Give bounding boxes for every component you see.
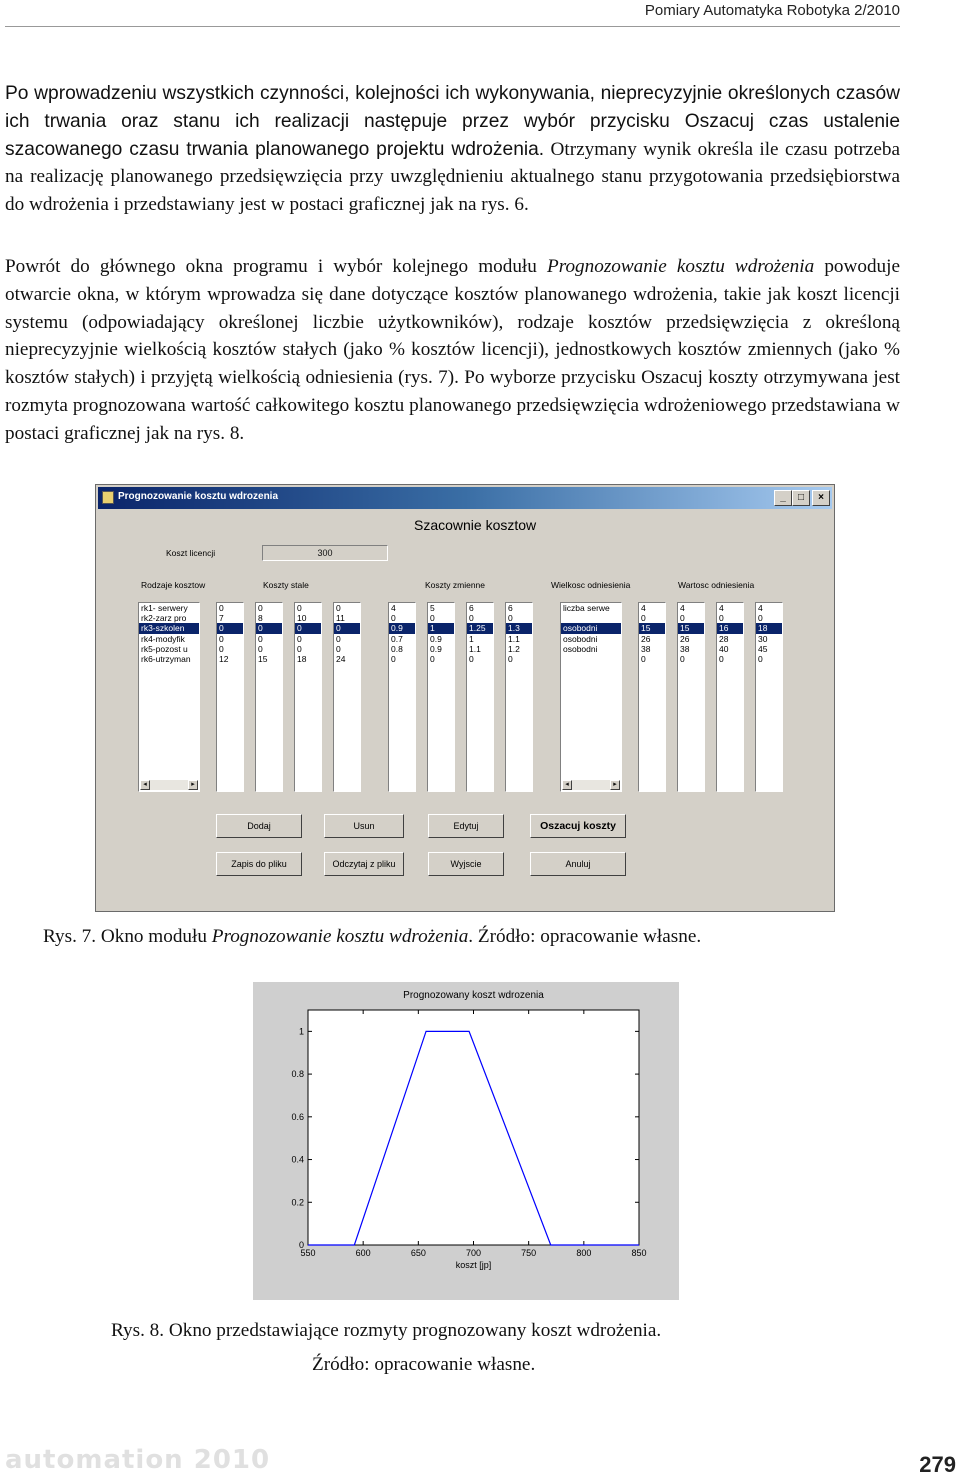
list-item[interactable]: 0: [336, 603, 341, 613]
list-item[interactable]: 15: [639, 623, 665, 633]
list-item[interactable]: 12: [219, 654, 229, 665]
fixed-costs-label: Koszty stale: [263, 580, 309, 590]
window-heading: Szacownie kosztow: [414, 517, 537, 533]
listbox-stale4[interactable]: [333, 602, 361, 792]
paragraph-1-part-1: Po wprowadzeniu wszystkich czynności, kolejności ich wykonywania, nieprecyzyjnie określonych czasów ich trwania oraz stanu ich realizacji następuje przez wybór przycisku Oszacuj czas ustalenie szacowanego czasu trwania planowanego projektu wdrożenia.: [5, 83, 900, 160]
list-item[interactable]: 0: [258, 643, 263, 654]
running-header: Pomiary Automatyka Robotyka 2/2010: [644, 2, 900, 19]
list-item[interactable]: 0: [258, 603, 263, 613]
list-item[interactable]: [561, 613, 621, 623]
scroll-right-icon[interactable]: ▸: [610, 780, 620, 790]
list-item[interactable]: 0: [297, 633, 302, 644]
list-item[interactable]: 0: [680, 654, 685, 665]
list-item[interactable]: 6: [469, 603, 474, 613]
list-item[interactable]: 15: [678, 623, 704, 633]
x-tick-label: 800: [576, 1248, 592, 1258]
plot-area: [308, 1010, 639, 1245]
variable-costs-label: Koszty zmienne: [425, 580, 485, 590]
scroll-right-icon[interactable]: ▸: [188, 780, 198, 790]
listbox-war3[interactable]: [716, 602, 744, 792]
list-item[interactable]: 4: [758, 603, 763, 613]
list-item[interactable]: 0: [430, 613, 435, 624]
list-item[interactable]: rk5-pozost u: [141, 643, 188, 654]
list-item[interactable]: 0: [256, 623, 282, 633]
list-item[interactable]: 0: [469, 613, 474, 624]
list-item[interactable]: 0: [680, 613, 685, 624]
list-item[interactable]: 30: [758, 633, 768, 644]
list-item[interactable]: 0: [297, 603, 302, 613]
list-item[interactable]: 38: [680, 643, 690, 654]
maximize-icon[interactable]: □: [792, 490, 810, 506]
conference-footer: automation 2010: [5, 1445, 271, 1475]
x-tick-label: 600: [355, 1248, 371, 1258]
listbox-zm1[interactable]: [388, 602, 416, 792]
list-item[interactable]: 1.2: [508, 643, 520, 654]
cancel-button[interactable]: Anuluj: [530, 852, 626, 876]
license-cost-label: Koszt licencji: [166, 548, 216, 558]
listbox-war1[interactable]: [638, 602, 666, 792]
close-icon[interactable]: ×: [812, 490, 830, 506]
list-item[interactable]: 1.25: [467, 623, 493, 633]
y-tick-label: 0.2: [291, 1197, 304, 1208]
x-tick-label: 850: [631, 1248, 647, 1258]
list-item[interactable]: 38: [641, 643, 651, 654]
x-tick-label: 550: [300, 1248, 316, 1258]
list-item[interactable]: 45: [758, 643, 768, 654]
list-item[interactable]: 1: [428, 623, 454, 633]
list-item[interactable]: 4: [680, 603, 685, 613]
list-item[interactable]: 0: [758, 654, 763, 665]
edit-button[interactable]: Edytuj: [428, 814, 504, 838]
app-icon: [102, 491, 114, 504]
horizontal-scrollbar[interactable]: [562, 780, 620, 790]
exit-button[interactable]: Wyjscie: [428, 852, 504, 876]
listbox-war4[interactable]: [755, 602, 783, 792]
list-item[interactable]: rk2-zarz pro: [141, 613, 187, 624]
list-item[interactable]: 0: [391, 654, 396, 665]
horizontal-scrollbar[interactable]: [140, 780, 198, 790]
listbox-zm2[interactable]: [427, 602, 455, 792]
list-item[interactable]: 4: [391, 603, 396, 613]
window-titlebar[interactable]: [98, 487, 832, 509]
list-item[interactable]: 4: [641, 603, 646, 613]
figure-7-caption: [43, 926, 701, 948]
caption-7-module: Prognozowanie kosztu wdrożenia: [211, 926, 469, 947]
list-item[interactable]: 0: [258, 633, 263, 644]
chart-title: Prognozowany koszt wdrozenia: [403, 990, 544, 1001]
figure-8-caption-line-1: Rys. 8. Okno przedstawiające rozmyty prognozowany koszt wdrożenia.: [111, 1320, 662, 1341]
list-item[interactable]: 7: [219, 613, 224, 624]
x-axis-label: koszt [jp]: [455, 1260, 492, 1270]
list-item[interactable]: osobodni: [561, 623, 621, 633]
list-item[interactable]: 0.7: [391, 633, 403, 644]
y-tick-label: 0: [298, 1240, 304, 1250]
list-item[interactable]: rk6-utrzyman: [141, 654, 191, 665]
list-item[interactable]: 28: [719, 633, 729, 644]
list-item[interactable]: 1: [469, 633, 474, 644]
list-item[interactable]: 0: [758, 613, 763, 624]
paragraph-1: [5, 80, 900, 219]
cost-forecast-window: [95, 484, 835, 912]
cost-types-label: Rodzaje kosztow: [141, 580, 206, 590]
chart-svg: [253, 982, 679, 1300]
list-item[interactable]: 0: [508, 613, 513, 624]
page-number: 279: [919, 1452, 956, 1477]
list-item[interactable]: rk1- serwery: [141, 603, 188, 613]
reference-value-label: Wartosc odniesienia: [678, 580, 755, 590]
list-item[interactable]: 24: [336, 654, 346, 665]
listbox-war2[interactable]: [677, 602, 705, 792]
list-item[interactable]: 0: [641, 613, 646, 624]
paragraph-2-part-2: powoduje otwarcie okna, w którym wprowadza się dane dotyczące kosztów planowanego wdrożenia, takie jak koszt licencji systemu (odpowiadający określonej liczbie użytkowników), rodzaje kosztów przedsięwzięcia z określoną nieprecyzyjnie wielkością kosztów stałych (jako % kosztów licencji), jednostkowych kosztów zmiennych (jako % kosztów stałych) i przyjętą wielkością odniesienia (rys. 7). Po wyborze przycisku Oszacuj koszty otrzymywana jest rozmyta prognozowana wartość całkowitego kosztu planowanego przedsięwzięcia wdrożeniowego przedstawiana w postaci graficznej jak na rys. 8.: [5, 256, 900, 444]
list-item[interactable]: 0: [719, 613, 724, 624]
list-item[interactable]: 0: [391, 613, 396, 624]
save-to-file-button[interactable]: Zapis do pliku: [216, 852, 302, 876]
list-item[interactable]: 18: [756, 623, 782, 633]
add-button[interactable]: Dodaj: [216, 814, 302, 838]
list-item[interactable]: 0: [469, 654, 474, 665]
list-item[interactable]: 0: [219, 643, 224, 654]
figure-8-caption-line-2: Źródło: opracowanie własne.: [312, 1354, 536, 1375]
paragraph-2: [5, 253, 900, 448]
list-item[interactable]: 0: [295, 623, 321, 633]
list-item[interactable]: 0: [430, 654, 435, 665]
y-tick-label: 0.6: [291, 1111, 304, 1122]
list-item[interactable]: rk3-szkolen: [139, 623, 199, 633]
scroll-left-icon[interactable]: ◂: [140, 780, 150, 790]
list-item[interactable]: 0: [508, 654, 513, 665]
list-item[interactable]: 5: [430, 603, 435, 613]
license-cost-field[interactable]: 300: [262, 545, 388, 561]
list-item[interactable]: 1.1: [508, 633, 520, 644]
list-item[interactable]: 4: [719, 603, 724, 613]
list-item[interactable]: 0: [219, 603, 224, 613]
list-item[interactable]: 0: [334, 623, 360, 633]
listbox-stale2[interactable]: [255, 602, 283, 792]
list-item[interactable]: 1.3: [506, 623, 532, 633]
list-item[interactable]: osobodni: [563, 633, 598, 644]
list-item[interactable]: 10: [297, 613, 307, 624]
list-item[interactable]: 0: [719, 654, 724, 665]
list-item[interactable]: 40: [719, 643, 729, 654]
window-title: Prognozowanie kosztu wdrozenia: [118, 491, 279, 502]
list-item[interactable]: 0.8: [391, 643, 403, 654]
load-from-file-button[interactable]: Odczytaj z pliku: [324, 852, 404, 876]
list-item[interactable]: 18: [297, 654, 307, 665]
caption-7-prefix: Rys. 7. Okno modułu: [43, 926, 207, 947]
list-item[interactable]: 8: [258, 613, 263, 624]
listbox-rodzaje[interactable]: [138, 602, 200, 792]
list-item[interactable]: 26: [641, 633, 651, 644]
listbox-stale1[interactable]: [216, 602, 244, 792]
list-item[interactable]: 26: [680, 633, 690, 644]
list-item[interactable]: 6: [508, 603, 513, 613]
remove-button[interactable]: Usun: [324, 814, 404, 838]
caption-7-suffix: . Źródło: opracowanie własne.: [468, 926, 702, 947]
list-item[interactable]: rk4-modyfik: [141, 633, 185, 644]
list-item[interactable]: 0: [641, 654, 646, 665]
list-item[interactable]: 16: [717, 623, 743, 633]
module-name: Prognozowanie kosztu wdrożenia: [546, 256, 815, 277]
estimate-costs-button[interactable]: Oszacuj koszty: [530, 814, 626, 838]
listbox-zm4[interactable]: [505, 602, 533, 792]
list-item[interactable]: 0.9: [389, 623, 415, 633]
list-item[interactable]: 11: [336, 613, 345, 624]
list-item[interactable]: 0: [297, 643, 302, 654]
list-item[interactable]: 15: [258, 654, 268, 665]
listbox-zm3[interactable]: [466, 602, 494, 792]
reference-quantity-label: Wielkosc odniesienia: [551, 580, 631, 590]
list-item[interactable]: [561, 654, 621, 664]
list-item[interactable]: 0.9: [430, 643, 442, 654]
list-item[interactable]: liczba serwe: [563, 603, 610, 613]
x-tick-label: 700: [465, 1248, 482, 1258]
list-item[interactable]: 0: [336, 643, 341, 654]
listbox-wielkosc[interactable]: [560, 602, 622, 792]
list-item[interactable]: 1.1: [469, 643, 481, 654]
paragraph-2-part-1: Powrót do głównego okna programu i wybór kolejnego modułu: [5, 256, 537, 277]
y-tick-label: 0.8: [291, 1069, 304, 1080]
listbox-stale3[interactable]: [294, 602, 322, 792]
list-item[interactable]: osobodni: [563, 643, 598, 654]
y-tick-label: 0.4: [291, 1154, 304, 1165]
scroll-left-icon[interactable]: ◂: [562, 780, 572, 790]
minimize-icon[interactable]: _: [774, 490, 792, 506]
x-tick-label: 750: [521, 1248, 537, 1258]
list-item[interactable]: 0: [219, 633, 224, 644]
paragraph-1-part-2: Otrzymany wynik określa ile czasu potrzeba na realizację planowanego przedsięwzięcia przy uwzględnieniu aktualnego stanu przygotowania przedsiębiorstwa do wdrożenia i przedstawiany jest w postaci graficznej jak na rys. 6.: [5, 138, 901, 216]
list-item[interactable]: 0.9: [430, 633, 442, 644]
list-item[interactable]: 0: [217, 623, 243, 633]
forecast-chart: [253, 982, 679, 1300]
list-item[interactable]: 0: [336, 633, 341, 644]
y-tick-label: 1: [298, 1026, 304, 1037]
x-tick-label: 650: [410, 1248, 426, 1258]
header-rule: [5, 26, 900, 27]
